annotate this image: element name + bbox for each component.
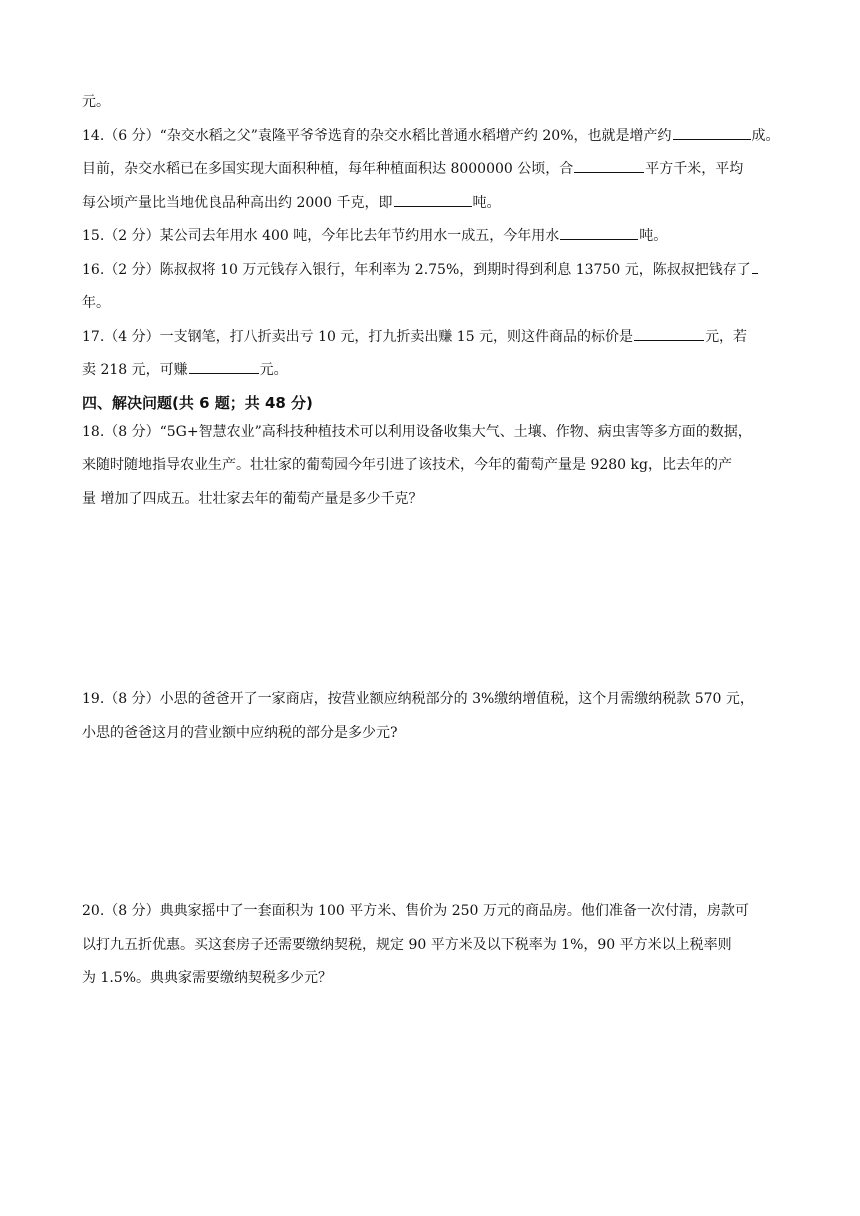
q14-blank-2[interactable] <box>574 158 644 173</box>
q20-line1: 20.（8 分）典典家摇中了一套面积为 100 平方米、售价为 250 万元的商品房。他们准备一次付清，房款可 <box>82 903 749 919</box>
q14-line1 <box>82 120 810 154</box>
q14-line2-a: 目前，杂交水稻已在多国实现大面积种植，每年种植面积达 8000000 公顷，合 <box>82 161 574 177</box>
q19-answer-space[interactable] <box>82 750 810 895</box>
q14-line3 <box>82 187 810 221</box>
exam-page <box>82 86 810 996</box>
q15-prefix: 15.（2 分）某公司去年用水 400 吨，今年比去年节约用水一成五，今年用水 <box>82 228 560 244</box>
q16-text: 16.（2 分）陈叔叔将 10 万元钱存入银行，年利率为 2.75%，到期时得到利息 13750 元，陈叔叔把钱存了 <box>82 261 751 278</box>
q16-line1 <box>82 254 810 288</box>
q17-line1-b: 元，若 <box>705 328 748 345</box>
q14-line2 <box>82 153 810 187</box>
q17-blank-1[interactable] <box>634 326 704 341</box>
q14-suffix: 成。 <box>751 127 780 144</box>
q14-prefix: 14.（6 分）“杂交水稻之父”袁隆平爷爷选育的杂交水稻比普通水稻增产约 20%，也就是增产约 <box>82 127 672 144</box>
q14-line3-a: 每公顷产量比当地优良品种高出约 2000 千克，即 <box>82 194 393 211</box>
q15-line <box>82 220 810 254</box>
q18-line3: 量 增加了四成五。壮壮家去年的葡萄产量是多少千克？ <box>82 490 423 507</box>
q20-line2: 以打九五折优惠。买这套房子还需要缴纳契税，规定 90 平方米及以下税率为 1%，90 平方米以上税率则 <box>82 936 732 953</box>
q15-blank[interactable] <box>560 225 638 240</box>
q14-blank-1[interactable] <box>673 125 751 140</box>
q14-line2-b: 平方千米，平均 <box>645 161 744 177</box>
q17-line2 <box>82 354 810 388</box>
q14-line3-b: 吨。 <box>472 194 501 211</box>
q19-line1: 19.（8 分）小思的爸爸开了一家商店，按营业额应纳税部分的 3%缴纳增值税，这个月需缴纳税款 570 元， <box>82 691 754 707</box>
q18-answer-space[interactable] <box>82 516 810 683</box>
q17-line1-a: 17.（4 分）一支钢笔，打八折卖出亏 10 元，打九折卖出赚 15 元，则这件商品的标价是 <box>82 328 634 345</box>
q20-line3: 为 1.5%。典典家需要缴纳契税多少元？ <box>82 970 333 986</box>
q16-line2: 年。 <box>82 295 110 311</box>
q13-tail: 元。 <box>82 94 110 110</box>
q17-line2-b: 元。 <box>259 362 288 378</box>
section-4-title: 四、解决问题(共 6 题；共 48 分) <box>82 393 313 412</box>
q17-line1 <box>82 321 810 355</box>
q18-line2: 来随时随地指导农业生产。壮壮家的葡萄园今年引进了该技术，今年的葡萄产量是 9280 kg，比去年的产 <box>82 457 732 473</box>
q17-blank-2[interactable] <box>189 359 259 374</box>
q15-suffix: 吨。 <box>639 228 668 244</box>
q19-line2: 小思的爸爸这月的营业额中应纳税的部分是多少元? <box>82 724 398 741</box>
q16-blank[interactable] <box>752 259 758 274</box>
q18-line1: 18.（8 分）“5G+智慧农业”高科技种植技术可以利用设备收集大气、土壤、作物、病虫害等多方面的数据， <box>82 423 752 440</box>
q14-blank-3[interactable] <box>394 192 472 207</box>
q17-line2-a: 卖 218 元，可赚 <box>82 362 188 378</box>
